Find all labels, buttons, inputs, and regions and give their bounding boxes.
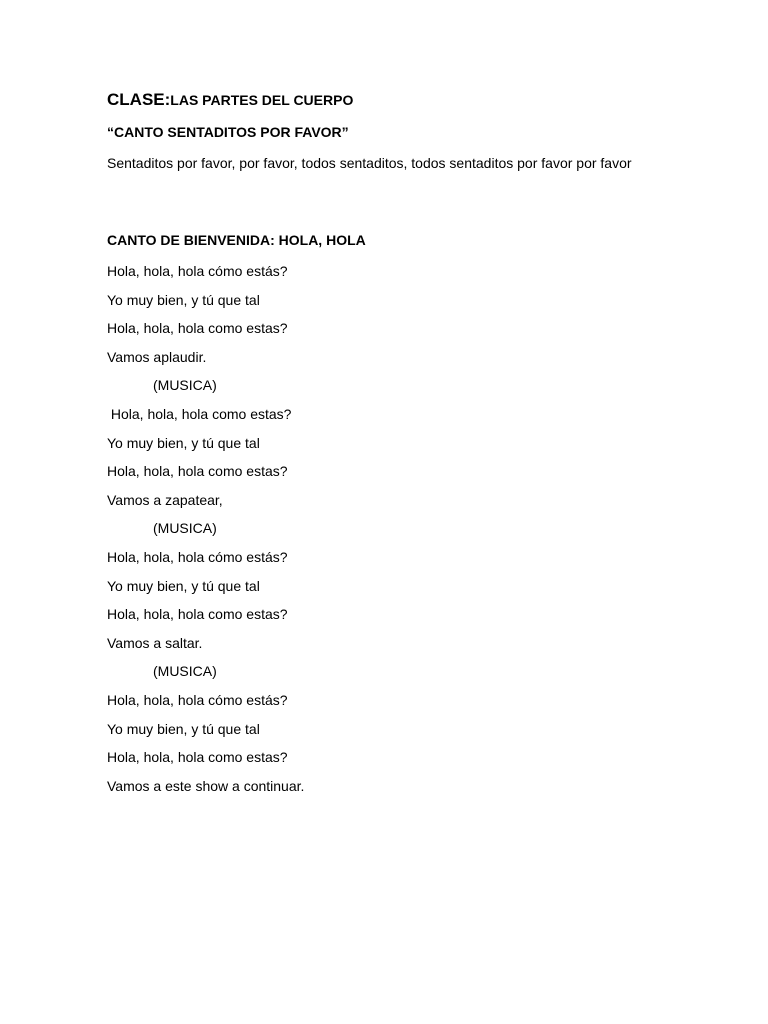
lyric-line: Yo muy bien, y tú que tal (107, 434, 260, 451)
lyric-line: Hola, hola, hola como estas? (107, 606, 288, 623)
lyric-line: Yo muy bien, y tú que tal (107, 291, 260, 308)
class-label: CLASE: (107, 90, 171, 109)
class-topic: LAS PARTES DEL CUERPO (170, 92, 354, 108)
lyric-line: Yo muy bien, y tú que tal (107, 577, 260, 594)
lyric-line: Hola, hola, hola como estas? (107, 320, 288, 337)
song2-lyrics (107, 261, 304, 804)
lyric-line: Yo muy bien, y tú que tal (107, 720, 260, 737)
song2-title: CANTO DE BIENVENIDA: HOLA, HOLA (107, 232, 366, 248)
lyric-line: Vamos a este show a continuar. (107, 777, 305, 794)
lyric-line: Hola, hola, hola cómo estás? (107, 548, 288, 565)
lyric-line: Hola, hola, hola cómo estás? (107, 263, 288, 279)
class-title (107, 90, 353, 110)
lyric-music-cue: (MUSICA) (153, 663, 217, 680)
lyric-line: Vamos aplaudir. (107, 348, 207, 365)
lyric-music-cue: (MUSICA) (153, 520, 217, 537)
lyric-line: Vamos a zapatear, (107, 491, 223, 508)
lyric-line: Hola, hola, hola como estas? (107, 463, 288, 480)
lyric-line: Hola, hola, hola como estas? (107, 405, 292, 422)
lyric-music-cue: (MUSICA) (153, 377, 217, 394)
song1-title: “CANTO SENTADITOS POR FAVOR” (107, 124, 349, 140)
lyric-line: Vamos a saltar. (107, 634, 203, 651)
song1-text: Sentaditos por favor, por favor, todos sentaditos, todos sentaditos por favor por favor (107, 155, 632, 171)
lyric-line: Hola, hola, hola como estas? (107, 749, 288, 766)
lyric-line: Hola, hola, hola cómo estás? (107, 691, 288, 708)
